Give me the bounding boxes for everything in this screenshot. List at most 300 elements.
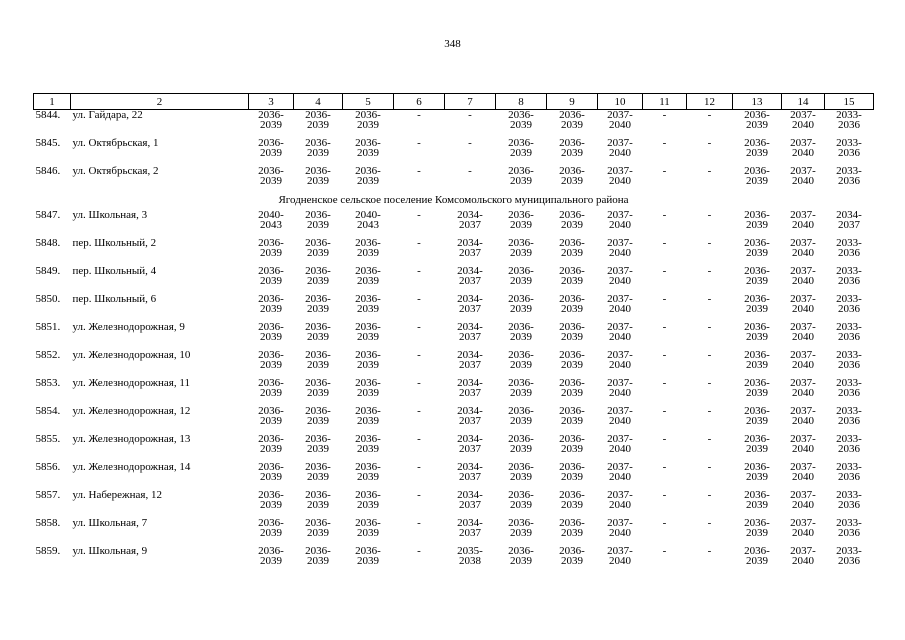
year-range: 2036- 2039 (559, 293, 585, 315)
year-range: 2036- 2039 (258, 165, 284, 187)
year-range: 2037- 2040 (790, 433, 816, 455)
year-range: - (417, 165, 421, 177)
year-cell-col-6 (394, 546, 445, 574)
row-address: ул. Октябрьская, 1 (72, 137, 159, 149)
row-number: 5845. (35, 137, 61, 149)
year-range: 2033- 2036 (836, 517, 862, 539)
year-cell-col-8 (496, 490, 547, 518)
year-cell-col-10 (598, 266, 643, 294)
year-cell-col-5 (343, 294, 394, 322)
year-range: 2036- 2039 (305, 545, 331, 567)
year-cell-col-14 (782, 434, 825, 462)
year-cell-col-15 (825, 210, 874, 238)
year-range: 2036- 2039 (258, 405, 284, 427)
year-range: 2037- 2040 (790, 461, 816, 483)
year-cell-col-9 (547, 166, 598, 194)
row-number: 5856. (35, 461, 61, 473)
year-range: 2034- 2037 (457, 405, 483, 427)
year-range: 2036- 2039 (744, 377, 770, 399)
year-range: - (707, 349, 712, 361)
year-range: 2036- 2039 (744, 209, 770, 231)
page-number: 348 (444, 38, 461, 50)
year-cell-col-5 (343, 490, 394, 518)
year-range: - (417, 209, 421, 221)
year-range: 2037- 2040 (790, 109, 816, 131)
year-cell-col-11 (643, 138, 687, 166)
year-cell-col-12 (687, 546, 733, 574)
table-row (34, 294, 874, 322)
year-range: - (707, 377, 712, 389)
year-cell-col-9 (547, 110, 598, 139)
year-cell-col-5 (343, 166, 394, 194)
year-range: - (417, 237, 421, 249)
row-address: ул. Школьная, 9 (72, 545, 148, 557)
year-range: 2036- 2039 (258, 433, 284, 455)
year-range: - (417, 293, 421, 305)
year-cell-col-13 (733, 350, 782, 378)
year-cell-col-13 (733, 138, 782, 166)
year-range: 2036- 2039 (508, 321, 534, 343)
year-cell-col-6 (394, 322, 445, 350)
year-range: 2036- 2039 (559, 461, 585, 483)
year-cell-col-4 (294, 210, 343, 238)
year-cell-col-3 (249, 238, 294, 266)
year-cell-col-7 (445, 110, 496, 139)
year-range: 2034- 2037 (457, 461, 483, 483)
year-range: - (662, 433, 667, 445)
year-cell-col-13 (733, 266, 782, 294)
year-cell-col-14 (782, 322, 825, 350)
year-cell-col-8 (496, 210, 547, 238)
year-cell-col-10 (598, 518, 643, 546)
year-cell-col-13 (733, 322, 782, 350)
column-header-14: 14 (782, 94, 825, 110)
year-cell-col-3 (249, 138, 294, 166)
year-range: - (662, 489, 667, 501)
year-range: 2036- 2039 (258, 265, 284, 287)
year-cell-col-4 (294, 406, 343, 434)
year-range: 2036- 2039 (355, 405, 381, 427)
table-row (34, 350, 874, 378)
year-cell-col-5 (343, 378, 394, 406)
row-address: пер. Школьный, 6 (72, 293, 157, 305)
year-range: - (662, 461, 667, 473)
year-range: 2036- 2039 (744, 545, 770, 567)
year-cell-col-10 (598, 294, 643, 322)
year-range: 2040- 2043 (355, 209, 381, 231)
year-cell-col-13 (733, 378, 782, 406)
year-range: - (707, 489, 712, 501)
year-range: - (417, 517, 421, 529)
year-range: 2037- 2040 (790, 517, 816, 539)
year-cell-col-10 (598, 406, 643, 434)
year-cell-col-13 (733, 434, 782, 462)
year-cell-col-9 (547, 462, 598, 490)
year-cell-col-9 (547, 294, 598, 322)
year-cell-col-3 (249, 350, 294, 378)
year-range: 2036- 2039 (508, 293, 534, 315)
year-cell-col-7 (445, 434, 496, 462)
year-range: 2036- 2039 (744, 461, 770, 483)
year-range: 2036- 2039 (305, 349, 331, 371)
year-cell-col-14 (782, 490, 825, 518)
column-number-header-row (34, 94, 874, 110)
year-cell-col-12 (687, 518, 733, 546)
year-range: 2036- 2039 (508, 109, 534, 131)
year-range: 2036- 2039 (305, 377, 331, 399)
year-range: 2034- 2037 (457, 489, 483, 511)
table-row (34, 378, 874, 406)
column-header-5: 5 (343, 94, 394, 110)
row-number: 5849. (35, 265, 61, 277)
year-range: - (417, 405, 421, 417)
year-cell-col-15 (825, 138, 874, 166)
year-range: 2036- 2039 (305, 433, 331, 455)
year-cell-col-10 (598, 434, 643, 462)
section-title: Ягодненское сельское поселение Комсомольского муниципального района (278, 194, 629, 206)
year-range: 2036- 2039 (559, 165, 585, 187)
year-range: 2036- 2039 (305, 461, 331, 483)
year-cell-col-6 (394, 210, 445, 238)
year-range: 2033- 2036 (836, 137, 862, 159)
year-range: 2033- 2036 (836, 265, 862, 287)
year-range: 2036- 2039 (508, 517, 534, 539)
year-range: - (662, 109, 667, 121)
year-cell-col-12 (687, 490, 733, 518)
year-range: 2036- 2039 (559, 209, 585, 231)
year-cell-col-8 (496, 238, 547, 266)
year-range: 2034- 2037 (457, 377, 483, 399)
year-range: - (468, 109, 472, 121)
year-cell-col-6 (394, 406, 445, 434)
year-cell-col-8 (496, 518, 547, 546)
year-range: - (417, 545, 421, 557)
year-cell-col-11 (643, 490, 687, 518)
year-range: 2040- 2043 (258, 209, 284, 231)
year-cell-col-9 (547, 434, 598, 462)
year-cell-col-8 (496, 138, 547, 166)
year-cell-col-4 (294, 378, 343, 406)
year-cell-col-11 (643, 238, 687, 266)
year-cell-col-6 (394, 138, 445, 166)
year-range: 2036- 2039 (258, 377, 284, 399)
year-range: 2036- 2039 (355, 237, 381, 259)
year-range: - (707, 237, 712, 249)
year-range: - (707, 137, 712, 149)
year-cell-col-10 (598, 350, 643, 378)
year-cell-col-5 (343, 322, 394, 350)
year-range: 2033- 2036 (836, 293, 862, 315)
year-range: 2036- 2039 (559, 405, 585, 427)
year-range: - (417, 137, 421, 149)
year-range: 2036- 2039 (355, 489, 381, 511)
column-header-3: 3 (249, 94, 294, 110)
year-range: - (417, 461, 421, 473)
year-cell-col-10 (598, 546, 643, 574)
year-range: - (417, 265, 421, 277)
year-range: 2036- 2039 (258, 545, 284, 567)
column-header-9: 9 (547, 94, 598, 110)
row-number: 5852. (35, 349, 61, 361)
year-cell-col-10 (598, 210, 643, 238)
row-number: 5858. (35, 517, 61, 529)
year-cell-col-4 (294, 166, 343, 194)
year-range: 2036- 2039 (305, 321, 331, 343)
table-row (34, 166, 874, 194)
year-range: 2036- 2039 (744, 405, 770, 427)
year-cell-col-4 (294, 518, 343, 546)
year-cell-col-3 (249, 166, 294, 194)
year-cell-col-8 (496, 266, 547, 294)
year-cell-col-7 (445, 322, 496, 350)
year-cell-col-6 (394, 462, 445, 490)
year-cell-col-15 (825, 166, 874, 194)
year-range: - (468, 137, 472, 149)
row-address: ул. Железнодорожная, 12 (72, 405, 191, 417)
year-cell-col-14 (782, 378, 825, 406)
year-cell-col-12 (687, 138, 733, 166)
year-cell-col-10 (598, 462, 643, 490)
year-range: - (662, 137, 667, 149)
column-header-13: 13 (733, 94, 782, 110)
year-range: 2036- 2039 (508, 433, 534, 455)
schedule-table (33, 93, 874, 574)
year-range: - (662, 321, 667, 333)
row-address: пер. Школьный, 4 (72, 265, 157, 277)
year-range: 2034- 2037 (457, 321, 483, 343)
year-range: - (662, 209, 667, 221)
year-cell-col-7 (445, 294, 496, 322)
year-cell-col-10 (598, 166, 643, 194)
year-cell-col-8 (496, 462, 547, 490)
year-cell-col-5 (343, 138, 394, 166)
year-cell-col-14 (782, 294, 825, 322)
year-cell-col-4 (294, 266, 343, 294)
year-range: 2036- 2039 (508, 405, 534, 427)
year-cell-col-3 (249, 434, 294, 462)
year-cell-col-12 (687, 434, 733, 462)
row-address: ул. Набережная, 12 (72, 489, 162, 501)
year-range: 2036- 2039 (355, 265, 381, 287)
year-range: 2036- 2039 (355, 137, 381, 159)
year-cell-col-14 (782, 138, 825, 166)
year-range: 2033- 2036 (836, 237, 862, 259)
year-range: 2036- 2039 (744, 237, 770, 259)
year-cell-col-5 (343, 406, 394, 434)
year-range: - (662, 265, 667, 277)
year-range: 2036- 2039 (258, 321, 284, 343)
year-range: 2036- 2039 (355, 109, 381, 131)
year-cell-col-4 (294, 294, 343, 322)
year-cell-col-15 (825, 434, 874, 462)
column-header-2: 2 (71, 94, 249, 110)
year-cell-col-15 (825, 266, 874, 294)
year-range: 2036- 2039 (744, 517, 770, 539)
year-range: 2036- 2039 (508, 237, 534, 259)
year-range: 2037- 2040 (790, 293, 816, 315)
year-range: 2037- 2040 (790, 237, 816, 259)
year-range: 2036- 2039 (559, 545, 585, 567)
row-number: 5854. (35, 405, 61, 417)
year-cell-col-15 (825, 518, 874, 546)
row-number: 5844. (35, 109, 61, 121)
year-cell-col-5 (343, 462, 394, 490)
year-range: 2034- 2037 (457, 433, 483, 455)
row-address: ул. Школьная, 3 (72, 209, 148, 221)
column-header-8: 8 (496, 94, 547, 110)
year-range: 2034- 2037 (457, 237, 483, 259)
year-range: - (468, 165, 472, 177)
year-cell-col-4 (294, 434, 343, 462)
year-cell-col-14 (782, 406, 825, 434)
year-range: 2036- 2039 (744, 137, 770, 159)
year-range: 2037- 2040 (607, 137, 633, 159)
year-range: - (707, 545, 712, 557)
year-cell-col-9 (547, 350, 598, 378)
year-cell-col-11 (643, 378, 687, 406)
year-cell-col-5 (343, 110, 394, 139)
year-cell-col-13 (733, 546, 782, 574)
year-range: 2037- 2040 (790, 489, 816, 511)
year-cell-col-5 (343, 266, 394, 294)
year-range: 2036- 2039 (305, 405, 331, 427)
year-range: 2036- 2039 (305, 517, 331, 539)
year-cell-col-9 (547, 378, 598, 406)
year-range: 2036- 2039 (258, 237, 284, 259)
row-number: 5857. (35, 489, 61, 501)
year-range: 2036- 2039 (744, 349, 770, 371)
year-range: 2036- 2039 (559, 321, 585, 343)
row-number: 5846. (35, 165, 61, 177)
year-range: 2037- 2040 (607, 433, 633, 455)
column-header-15: 15 (825, 94, 874, 110)
year-range: - (417, 433, 421, 445)
year-range: 2033- 2036 (836, 109, 862, 131)
year-range: 2036- 2039 (305, 109, 331, 131)
year-cell-col-11 (643, 518, 687, 546)
year-cell-col-7 (445, 350, 496, 378)
year-range: 2036- 2039 (559, 517, 585, 539)
year-cell-col-5 (343, 546, 394, 574)
year-cell-col-9 (547, 266, 598, 294)
year-range: - (417, 321, 421, 333)
year-range: - (707, 433, 712, 445)
year-range: - (662, 349, 667, 361)
year-range: 2036- 2039 (744, 265, 770, 287)
year-range: 2036- 2039 (355, 321, 381, 343)
year-cell-col-13 (733, 238, 782, 266)
year-range: - (707, 321, 712, 333)
year-range: 2037- 2040 (607, 517, 633, 539)
year-range: 2036- 2039 (744, 489, 770, 511)
year-cell-col-10 (598, 378, 643, 406)
year-range: 2033- 2036 (836, 321, 862, 343)
year-cell-col-14 (782, 350, 825, 378)
year-cell-col-11 (643, 294, 687, 322)
year-cell-col-9 (547, 238, 598, 266)
year-range: 2037- 2040 (607, 237, 633, 259)
year-range: 2036- 2039 (559, 489, 585, 511)
year-range: 2036- 2039 (559, 137, 585, 159)
row-address: ул. Железнодорожная, 13 (72, 433, 191, 445)
year-cell-col-12 (687, 294, 733, 322)
column-header-10: 10 (598, 94, 643, 110)
year-cell-col-9 (547, 210, 598, 238)
table-row (34, 490, 874, 518)
year-cell-col-15 (825, 406, 874, 434)
year-range: 2036- 2039 (258, 517, 284, 539)
table-row (34, 322, 874, 350)
year-cell-col-11 (643, 166, 687, 194)
year-cell-col-9 (547, 138, 598, 166)
year-cell-col-4 (294, 238, 343, 266)
year-cell-col-8 (496, 350, 547, 378)
year-cell-col-15 (825, 294, 874, 322)
year-range: 2036- 2039 (508, 265, 534, 287)
table-row (34, 110, 874, 139)
year-range: 2036- 2039 (258, 349, 284, 371)
year-range: 2036- 2039 (508, 489, 534, 511)
row-address: ул. Железнодорожная, 10 (72, 349, 191, 361)
year-range: 2036- 2039 (355, 517, 381, 539)
year-cell-col-15 (825, 490, 874, 518)
year-range: 2033- 2036 (836, 405, 862, 427)
table-body (34, 110, 874, 575)
year-cell-col-14 (782, 110, 825, 139)
year-cell-col-3 (249, 322, 294, 350)
year-range: - (707, 265, 712, 277)
table-row (34, 210, 874, 238)
year-cell-col-7 (445, 518, 496, 546)
year-cell-col-4 (294, 462, 343, 490)
year-range: 2037- 2040 (790, 321, 816, 343)
row-number: 5859. (35, 545, 61, 557)
year-cell-col-8 (496, 110, 547, 139)
year-cell-col-6 (394, 238, 445, 266)
year-cell-col-8 (496, 294, 547, 322)
year-cell-col-9 (547, 490, 598, 518)
year-range: 2036- 2039 (305, 137, 331, 159)
year-range: - (417, 377, 421, 389)
year-cell-col-11 (643, 210, 687, 238)
year-range: 2036- 2039 (508, 461, 534, 483)
year-range: 2034- 2037 (457, 293, 483, 315)
year-cell-col-5 (343, 350, 394, 378)
year-cell-col-14 (782, 210, 825, 238)
row-address: ул. Гайдара, 22 (72, 109, 143, 121)
year-cell-col-3 (249, 546, 294, 574)
table-row (34, 462, 874, 490)
year-range: 2036- 2039 (508, 209, 534, 231)
year-cell-col-14 (782, 166, 825, 194)
year-cell-col-9 (547, 518, 598, 546)
year-cell-col-7 (445, 462, 496, 490)
year-cell-col-13 (733, 210, 782, 238)
table-row (34, 406, 874, 434)
year-cell-col-15 (825, 110, 874, 139)
year-cell-col-13 (733, 294, 782, 322)
column-header-7: 7 (445, 94, 496, 110)
year-cell-col-14 (782, 266, 825, 294)
row-address: ул. Железнодорожная, 14 (72, 461, 191, 473)
year-range: 2036- 2039 (305, 293, 331, 315)
row-address: ул. Железнодорожная, 9 (72, 321, 185, 333)
year-cell-col-3 (249, 210, 294, 238)
row-address: ул. Октябрьская, 2 (72, 165, 159, 177)
year-range: 2034- 2037 (457, 349, 483, 371)
year-cell-col-13 (733, 490, 782, 518)
year-range: 2036- 2039 (559, 237, 585, 259)
